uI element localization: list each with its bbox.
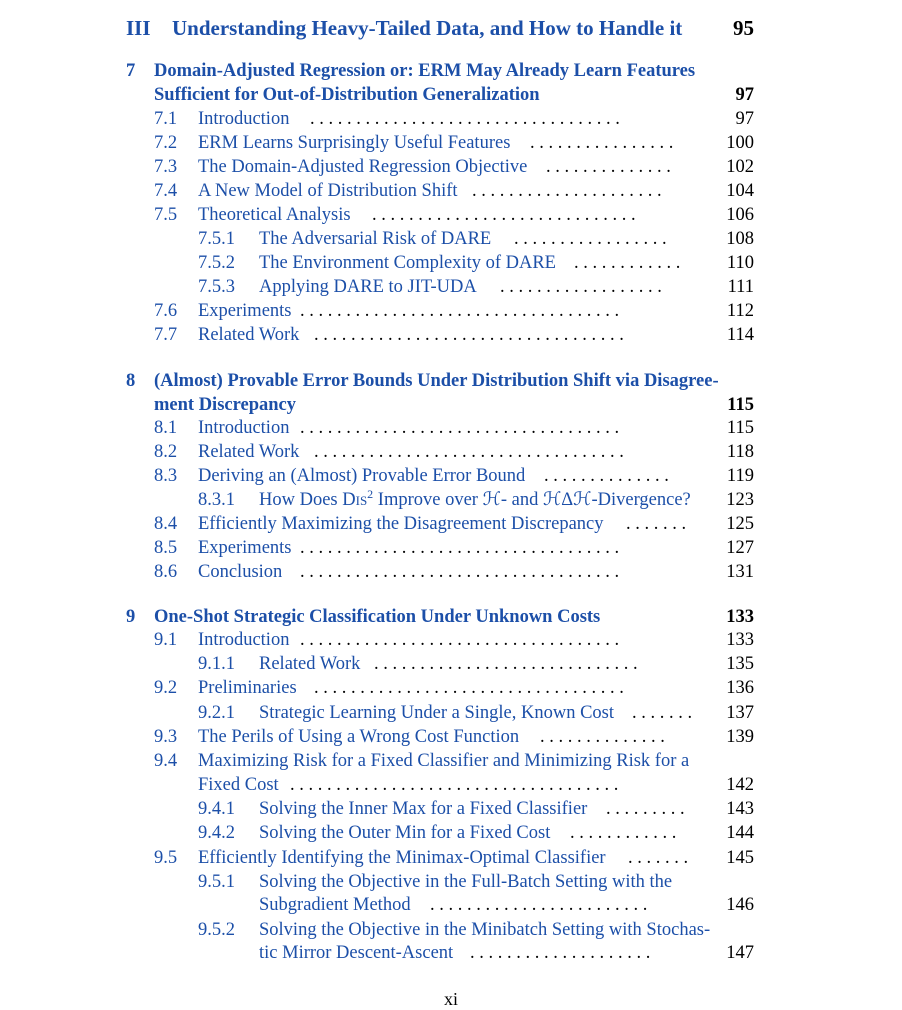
toc-entry[interactable] — [0, 725, 902, 749]
section-title: Related Work — [198, 442, 300, 462]
dis-term: Dis — [342, 490, 368, 510]
section-page: 112 — [726, 301, 754, 321]
subsection-page: 111 — [727, 277, 754, 297]
chapter-heading-cont[interactable] — [0, 393, 902, 417]
section-page: 97 — [735, 109, 754, 129]
section-title: Efficiently Identifying the Minimax-Optimal Classifier — [198, 848, 606, 868]
section-number: 7.1 — [154, 109, 178, 129]
section-title: Deriving an (Almost) Provable Error Bound — [198, 466, 526, 486]
section-title: Conclusion — [198, 562, 283, 582]
toc-entry[interactable] — [0, 251, 902, 275]
chapter-heading[interactable] — [0, 605, 902, 629]
subsection-title: Subgradient Method — [259, 895, 411, 915]
section-page: 139 — [726, 727, 754, 747]
chapter-page: 133 — [726, 607, 754, 627]
toc-entry[interactable] — [0, 560, 902, 584]
toc-entry[interactable] — [0, 846, 902, 870]
toc-entry[interactable] — [0, 464, 902, 488]
subsection-page: 137 — [726, 703, 754, 723]
leader-dots: . . . . . . . . . . . . . . . . . . . . . — [472, 181, 662, 201]
toc-entry[interactable] — [0, 797, 902, 821]
section-number: 8.5 — [154, 538, 178, 558]
subsection-number: 7.5.3 — [198, 277, 235, 297]
section-title: A New Model of Distribution Shift — [198, 181, 458, 201]
chapter-number: 7 — [126, 61, 136, 81]
section-title: Introduction — [198, 630, 290, 650]
leader-dots: . . . . . . . . . . . . . . — [544, 466, 669, 486]
subsection-page: 147 — [726, 943, 754, 963]
leader-dots: . . . . . . . . . . . . . . — [546, 157, 671, 177]
chapter-title: One-Shot Strategic Classification Under Unknown Costs — [154, 607, 601, 627]
subsection-title: The Environment Complexity of DARE — [259, 253, 556, 273]
chapter-title: ment Discrepancy — [154, 395, 296, 415]
subsection-title: Applying DARE to JIT-UDA — [259, 277, 477, 297]
toc-entry[interactable] — [0, 203, 902, 227]
toc-entry[interactable] — [0, 227, 902, 251]
subsection-title: Solving the Outer Min for a Fixed Cost — [259, 823, 551, 843]
section-number: 9.2 — [154, 678, 178, 698]
subsection-title-post: Improve over ℋ- and ℋΔℋ-Divergence? — [373, 490, 691, 510]
leader-dots: . . . . . . . . . . . . . . . . . . — [500, 277, 662, 297]
toc-entry[interactable] — [0, 131, 902, 155]
leader-dots: . . . . . . . . . . . . . . — [540, 727, 665, 747]
subsection-title: Solving the Inner Max for a Fixed Classifier — [259, 799, 588, 819]
section-title: The Perils of Using a Wrong Cost Function — [198, 727, 520, 747]
leader-dots: . . . . . . . . . . . . . . . . . . . . . . . . . . . . . . . . . . . — [300, 418, 620, 438]
subsection-number: 9.2.1 — [198, 703, 235, 723]
toc-entry[interactable] — [0, 107, 902, 131]
subsection-page: 108 — [726, 229, 754, 249]
section-page: 104 — [726, 181, 754, 201]
leader-dots: . . . . . . . — [632, 703, 693, 723]
toc-entry[interactable] — [0, 749, 902, 773]
part-number: III — [126, 16, 151, 40]
chapter-number: 8 — [126, 371, 136, 391]
section-number: 8.6 — [154, 562, 178, 582]
toc-entry[interactable] — [0, 652, 902, 676]
leader-dots: . . . . . . . . . . . . . . . . . . . . . . . . — [430, 895, 648, 915]
section-number: 7.7 — [154, 325, 178, 345]
subsection-title: Solving the Objective in the Minibatch Setting with Stochas- — [259, 920, 711, 940]
section-page: 100 — [726, 133, 754, 153]
toc-entry-cont[interactable] — [0, 893, 902, 917]
leader-dots: . . . . . . . . . . . . — [574, 253, 681, 273]
subsection-page: 144 — [726, 823, 754, 843]
toc-entry[interactable] — [0, 299, 902, 323]
subsection-title: tic Mirror Descent-Ascent — [259, 943, 454, 963]
section-number: 9.4 — [154, 751, 178, 771]
section-page: 102 — [726, 157, 754, 177]
section-page: 127 — [726, 538, 754, 558]
section-page: 136 — [726, 678, 754, 698]
section-page: 142 — [726, 775, 754, 795]
subsection-number: 9.4.1 — [198, 799, 235, 819]
chapter-page: 115 — [727, 395, 754, 415]
superscript: 2 — [367, 486, 374, 501]
toc-entry[interactable] — [0, 323, 902, 347]
leader-dots: . . . . . . . . . . . . . . . . . — [514, 229, 667, 249]
subsection-title — [259, 488, 691, 512]
section-title: Related Work — [198, 325, 300, 345]
chapter-title: Sufficient for Out-of-Distribution Generalization — [154, 85, 540, 105]
leader-dots: . . . . . . . . . . . . . . . . . . . . . . . . . . . . . . . . . . — [314, 325, 624, 345]
toc-entry[interactable] — [0, 918, 902, 942]
subsection-page: 110 — [726, 253, 754, 273]
section-title: Preliminaries — [198, 678, 297, 698]
subsection-title: Strategic Learning Under a Single, Known Cost — [259, 703, 615, 723]
toc-entry[interactable] — [0, 870, 902, 894]
leader-dots: . . . . . . . . . . . . . . . . . . . . . . . . . . . . . . . . . . . — [300, 630, 620, 650]
subsection-title: The Adversarial Risk of DARE — [259, 229, 492, 249]
subsection-number: 7.5.2 — [198, 253, 235, 273]
leader-dots: . . . . . . . . . . . . . . . . . . . . . . . . . . . . . . . . . . . — [300, 301, 620, 321]
subsection-page: 123 — [726, 490, 754, 510]
section-title: Experiments — [198, 301, 292, 321]
toc-entry[interactable] — [0, 701, 902, 725]
section-page: 114 — [726, 325, 754, 345]
section-title: Efficiently Maximizing the Disagreement Discrepancy — [198, 514, 604, 534]
toc-entry[interactable] — [0, 179, 902, 203]
section-title: The Domain-Adjusted Regression Objective — [198, 157, 528, 177]
leader-dots: . . . . . . . . . . . . . . . . . . . . . . . . . . . . . . . . . . — [314, 442, 624, 462]
section-page: 125 — [726, 514, 754, 534]
toc-entry[interactable] — [0, 416, 902, 440]
subsection-number: 7.5.1 — [198, 229, 235, 249]
leader-dots: . . . . . . . . . . . . . . . . . . . . . . . . . . . . . . . . . . . . — [290, 775, 619, 795]
section-title: Maximizing Risk for a Fixed Classifier and Minimizing Risk for a — [198, 751, 690, 771]
section-title: Introduction — [198, 418, 290, 438]
leader-dots: . . . . . . . . . . . . . . . . . . . . — [470, 943, 651, 963]
subsection-number: 8.3.1 — [198, 490, 235, 510]
subsection-page: 146 — [726, 895, 754, 915]
subsection-number: 9.5.2 — [198, 920, 235, 940]
section-page: 115 — [726, 418, 754, 438]
section-page: 133 — [726, 630, 754, 650]
section-number: 8.3 — [154, 466, 178, 486]
page-number-footer: xi — [443, 989, 458, 1009]
section-number: 7.5 — [154, 205, 178, 225]
part-title: Understanding Heavy-Tailed Data, and How to Handle it — [172, 16, 683, 40]
toc-entry-cont[interactable] — [0, 773, 902, 797]
section-number: 8.4 — [154, 514, 178, 534]
subsection-number: 9.5.1 — [198, 872, 235, 892]
section-title: Fixed Cost — [198, 775, 279, 795]
subsection-title: Solving the Objective in the Full-Batch Setting with the — [259, 872, 673, 892]
section-title: ERM Learns Surprisingly Useful Features — [198, 133, 511, 153]
section-page: 145 — [726, 848, 754, 868]
toc-entry-cont[interactable] — [0, 941, 902, 965]
chapter-title: Domain-Adjusted Regression or: ERM May Already Learn Features — [154, 61, 696, 81]
leader-dots: . . . . . . . — [628, 848, 689, 868]
section-number: 7.6 — [154, 301, 178, 321]
section-number: 9.5 — [154, 848, 178, 868]
chapter-heading[interactable] — [0, 369, 902, 393]
leader-dots: . . . . . . . . . . . . . . . . . . . . . . . . . . . . . — [372, 205, 636, 225]
leader-dots: . . . . . . . . . . . . . . . . . . . . . . . . . . . . . . . . . . . — [300, 538, 620, 558]
toc-entry[interactable] — [0, 512, 902, 536]
toc-entry[interactable] — [0, 488, 902, 512]
chapter-page: 97 — [735, 85, 754, 105]
subsection-title-pre: How Does — [259, 490, 343, 510]
section-number: 7.2 — [154, 133, 178, 153]
toc-entry[interactable] — [0, 821, 902, 845]
leader-dots: . . . . . . . . . . . . . . . . . . . . . . . . . . . . . — [374, 654, 638, 674]
section-page: 119 — [726, 466, 754, 486]
chapter-heading[interactable] — [0, 59, 902, 83]
section-title: Experiments — [198, 538, 292, 558]
leader-dots: . . . . . . . . . . . . . . . . . . . . . . . . . . . . . . . . . . . — [300, 562, 620, 582]
subsection-page: 135 — [726, 654, 754, 674]
section-title: Introduction — [198, 109, 290, 129]
section-number: 8.2 — [154, 442, 178, 462]
chapter-heading-cont[interactable] — [0, 83, 902, 107]
section-number: 7.4 — [154, 181, 178, 201]
leader-dots: . . . . . . . . . . . . . . . . . . . . . . . . . . . . . . . . . . — [310, 109, 620, 129]
section-page: 131 — [726, 562, 754, 582]
section-number: 8.1 — [154, 418, 178, 438]
toc-entry[interactable] — [0, 536, 902, 560]
toc-entry[interactable] — [0, 275, 902, 299]
toc-entry[interactable] — [0, 676, 902, 700]
section-page: 106 — [726, 205, 754, 225]
section-number: 9.1 — [154, 630, 178, 650]
leader-dots: . . . . . . . — [626, 514, 687, 534]
subsection-page: 143 — [726, 799, 754, 819]
section-number: 9.3 — [154, 727, 178, 747]
subsection-number: 9.1.1 — [198, 654, 235, 674]
leader-dots: . . . . . . . . . — [606, 799, 685, 819]
chapter-number: 9 — [126, 607, 136, 627]
subsection-number: 9.4.2 — [198, 823, 235, 843]
part-heading[interactable] — [0, 14, 902, 42]
chapter-title: (Almost) Provable Error Bounds Under Distribution Shift via Disagree- — [154, 371, 719, 391]
leader-dots: . . . . . . . . . . . . — [570, 823, 677, 843]
toc-entry[interactable] — [0, 440, 902, 464]
toc-entry[interactable] — [0, 155, 902, 179]
leader-dots: . . . . . . . . . . . . . . . . . . . . . . . . . . . . . . . . . . — [314, 678, 624, 698]
section-page: 118 — [726, 442, 754, 462]
leader-dots: . . . . . . . . . . . . . . . . — [530, 133, 674, 153]
part-page: 95 — [733, 16, 754, 40]
subsection-title: Related Work — [259, 654, 361, 674]
section-title: Theoretical Analysis — [198, 205, 351, 225]
toc-entry[interactable] — [0, 628, 902, 652]
section-number: 7.3 — [154, 157, 178, 177]
